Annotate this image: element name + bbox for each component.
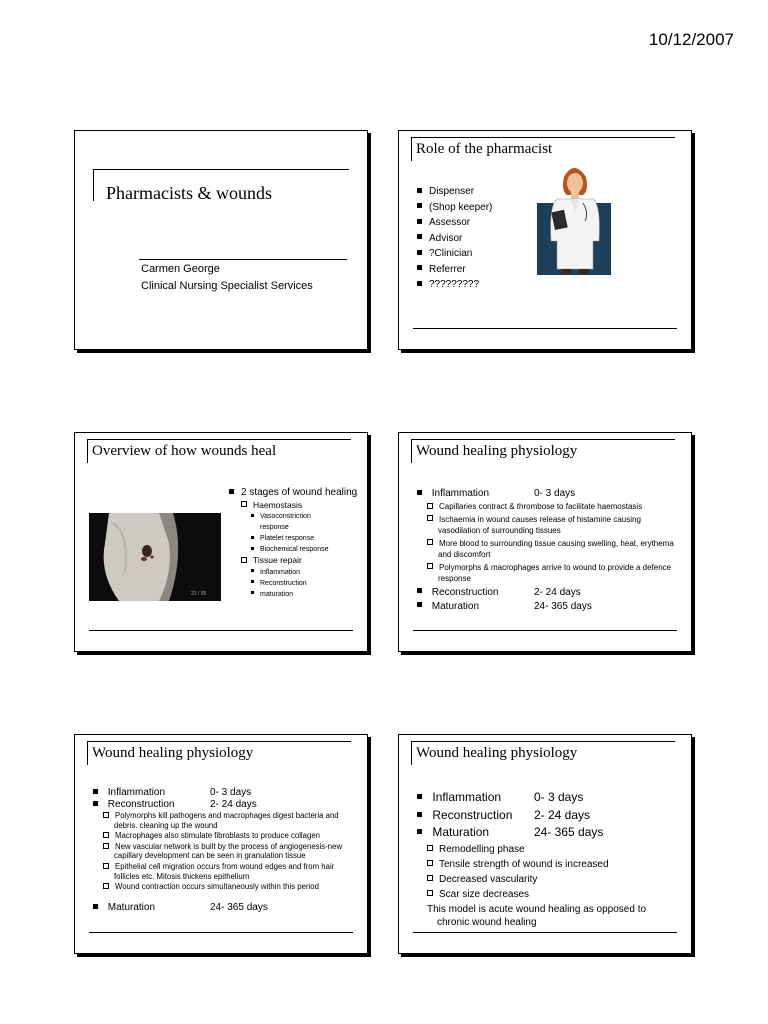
list-item: Tissue repair — [241, 555, 359, 567]
list-item: Macrophages also stimulate fibroblasts to produce collagen — [103, 831, 355, 841]
list-item: ?Clinician — [417, 246, 492, 262]
phase-row: Maturation 24- 365 days — [417, 824, 679, 842]
slide-title: Pharmacists & wounds — [106, 183, 272, 203]
list-item: Epithelial cell migration occurs from wound edges and from hair follicles etc. Mitosis thickens epithelium — [103, 862, 355, 881]
list-item: (Shop keeper) — [417, 200, 492, 216]
phase-row: Maturation 24- 365 days — [417, 600, 679, 614]
list-item: Wound contraction occurs simultaneously within this period — [103, 882, 355, 892]
list-item: 2 stages of wound healing — [229, 487, 359, 500]
list-item: maturation — [251, 589, 359, 600]
author-block — [141, 261, 313, 295]
phase-row: Maturation 24- 365 days — [93, 902, 355, 914]
list-item: New vascular network is built by the process of angiogenesis-new capillary development can be seen in granulation tissue — [103, 842, 355, 861]
phase-row: Inflammation 0- 3 days — [417, 487, 679, 501]
slide-3 — [74, 432, 368, 652]
phase-row: Reconstruction 2- 24 days — [417, 807, 679, 825]
list-item: Biochemical response — [251, 544, 359, 555]
summary-note: This model is acute wound healing as opposed to chronic wound healing — [427, 903, 647, 928]
list-item: Reconstruction — [251, 578, 359, 589]
role-list — [417, 184, 492, 293]
doctor-clipart-icon — [537, 161, 611, 275]
list-item: Referrer — [417, 262, 492, 278]
list-item: Remodelling phase — [427, 842, 679, 857]
list-item: More blood to surrounding tissue causing swelling, heat, erythema and discomfort — [427, 538, 679, 561]
slide-title: Wound healing physiology — [416, 443, 578, 459]
author-org: Clinical Nursing Specialist Services — [141, 280, 313, 292]
photo-caption: 21 / 05 — [191, 591, 207, 597]
slide-title: Role of the pharmacist — [416, 141, 553, 157]
print-date: 10/12/2007 — [648, 30, 734, 49]
phase-row: Reconstruction 2- 24 days — [93, 799, 355, 811]
list-item: Scar size decreases — [427, 887, 679, 902]
healing-stages-list — [229, 487, 359, 600]
phase-row: Reconstruction 2- 24 days — [417, 586, 679, 600]
phase-row: Inflammation 0- 3 days — [93, 787, 355, 799]
slide-2 — [398, 130, 692, 350]
list-item: Dispenser — [417, 184, 492, 200]
list-item: Advisor — [417, 231, 492, 247]
slide-5 — [74, 734, 368, 954]
slide-title: Overview of how wounds heal — [92, 443, 277, 459]
list-item: Inflammation — [251, 567, 359, 578]
slide-body — [93, 787, 355, 914]
list-item: Haemostasis — [241, 500, 359, 512]
list-item: ????????? — [417, 277, 492, 293]
slide-body — [417, 789, 679, 929]
slide-body — [417, 487, 679, 614]
list-item: Decreased vascularity — [427, 872, 679, 887]
slide-4 — [398, 432, 692, 652]
slide-title: Wound healing physiology — [92, 745, 254, 761]
slide-title: Wound healing physiology — [416, 745, 578, 761]
list-item: Polymorphs kill pathogens and macrophages digest bacteria and debris. cleaning up the wound — [103, 811, 355, 830]
list-item: Capillaries contract & thrombose to facilitate haemostasis — [427, 501, 679, 513]
list-item: Tensile strength of wound is increased — [427, 857, 679, 872]
slide-1 — [74, 130, 368, 350]
wound-knee-photo — [89, 513, 221, 601]
list-item: Vasoconstriction response — [251, 511, 359, 533]
list-item: Assessor — [417, 215, 492, 231]
phase-row: Inflammation 0- 3 days — [417, 789, 679, 807]
list-item: Polymorphs & macrophages arrive to wound to provide a defence response — [427, 562, 679, 585]
list-item: Ischaemia in wound causes release of histamine causing vasodilation of surrounding tissues — [427, 514, 679, 537]
slide-6 — [398, 734, 692, 954]
list-item: Platelet response — [251, 533, 359, 544]
author-name: Carmen George — [141, 263, 220, 275]
